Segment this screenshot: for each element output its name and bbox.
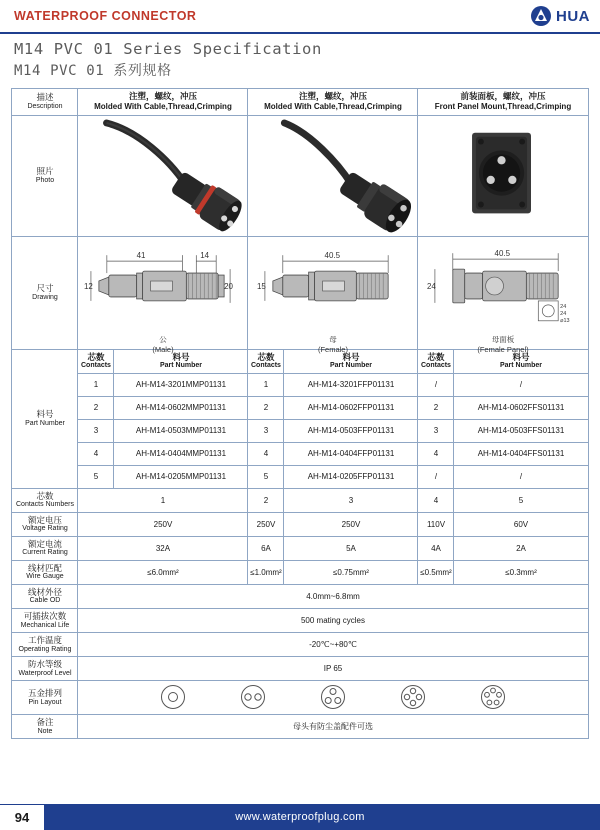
pin-layout-2-icon [240,684,266,710]
pn-value: AH-M14-0503FFS01131 [454,419,588,442]
pn-value: AH-M14-0602MMP01131 [114,396,248,419]
table-row-cable-od [12,584,588,608]
table-row [12,419,588,442]
pn-group-header-5: 料号 Part Number [454,349,588,373]
wire-value-3: ≤0.75mm² [284,560,418,584]
svg-text:24: 24 [560,310,567,317]
page-header [0,0,600,34]
pn-contacts: 3 [78,419,114,442]
table-row-description [12,89,588,116]
row-label-wire-gauge: 线材匹配 Wire Gauge [12,560,78,584]
svg-text:24: 24 [427,281,437,291]
drawing-panel [418,236,588,354]
row-label-pin-layout: 五金排列 Pin Layout [12,680,78,714]
current-value-2: 6A [248,536,284,560]
photo-male-connector [78,115,248,236]
pin-layout-4-icon [400,684,426,710]
table-row-pin-layout [12,680,588,714]
svg-text:⌀13: ⌀13 [560,317,571,324]
photo-female-connector [248,115,418,236]
pn-contacts: 4 [78,442,114,465]
pn-value: AH-M14-0205FFP01131 [284,465,418,488]
pn-contacts: 5 [248,465,284,488]
pn-value: AH-M14-0602FFS01131 [454,396,588,419]
drawing-female-caption-cn: 母 [329,334,337,344]
description-col-2: 注塑，螺纹，冲压 Molded With Cable,Thread,Crimping [248,89,418,116]
current-value-5: 2A [454,536,588,560]
pn-group-header-0: 芯数 Contacts [78,349,114,373]
drawing-panel-caption-en: (Female Panel) [477,344,529,354]
svg-text:14: 14 [200,250,210,260]
row-label-description: 描述 Description [12,89,78,116]
table-row [12,465,588,488]
pin-layout-diagrams [78,680,588,714]
pn-contacts: 1 [78,373,114,396]
current-value-1: 32A [78,536,248,560]
pn-value: AH-M14-0404FFP01131 [284,442,418,465]
contacts-value-2: 2 [248,488,284,512]
svg-text:15: 15 [257,281,267,291]
mechanical-life-value: 500 mating cycles [78,608,588,632]
brand-logo [530,5,590,27]
contacts-value-1: 1 [78,488,248,512]
pin-layout-5-icon [480,684,506,710]
table-row [12,442,588,465]
waterproof-value: IP 65 [78,656,588,680]
drawing-female [248,236,418,354]
spec-title-block [0,34,600,84]
operating-temp-value: -20℃~+80℃ [78,632,588,656]
row-label-current: 额定电流 Current Rating [12,536,78,560]
pn-contacts: 2 [418,396,454,419]
pn-value: AH-M14-0503MMP01131 [114,419,248,442]
pn-value: / [454,465,588,488]
svg-text:12: 12 [84,281,94,291]
table-row-waterproof [12,656,588,680]
table-row [12,373,588,396]
pn-group-header-3: 料号 Part Number [284,349,418,373]
svg-text:24: 24 [560,303,567,310]
contacts-value-4: 4 [418,488,454,512]
contacts-value-3: 3 [284,488,418,512]
wire-value-5: ≤0.3mm² [454,560,588,584]
voltage-value-5: 60V [454,512,588,536]
table-row-contacts [12,488,588,512]
spec-title-en: M14 PVC 01 Series Specification [14,40,322,58]
row-label-contacts: 芯数 Contacts Numbers [12,488,78,512]
voltage-value-2: 250V [248,512,284,536]
aohua-logo-icon [530,5,552,27]
pn-group-header-4: 芯数 Contacts [418,349,454,373]
drawing-male-caption-cn: 公 [159,334,167,344]
pin-layout-1-icon [160,684,186,710]
pn-value: AH-M14-0404FFS01131 [454,442,588,465]
note-value: 母头有防尘盖配件可选 [78,714,588,738]
pn-group-header-2: 芯数 Contacts [248,349,284,373]
pn-contacts: 3 [418,419,454,442]
table-row-photo [12,115,588,236]
pn-group-header-1: 料号 Part Number [114,349,248,373]
table-row-drawing [12,236,588,349]
row-label-photo: 照片 Photo [12,115,78,236]
svg-text:20: 20 [224,281,234,291]
pn-contacts: 3 [248,419,284,442]
pn-value: AH-M14-0602FFP01131 [284,396,418,419]
wire-value-4: ≤0.5mm² [418,560,454,584]
table-row-voltage [12,512,588,536]
pn-value: AH-M14-0205MMP01131 [114,465,248,488]
pn-contacts: 5 [78,465,114,488]
row-label-operating-temp: 工作温度 Operating Rating [12,632,78,656]
pn-contacts: 2 [248,396,284,419]
drawing-panel-caption-cn: 母面板 [491,334,515,344]
svg-text:40.5: 40.5 [325,250,341,260]
table-row-wire-gauge [12,560,588,584]
cable-od-value: 4.0mm~6.8mm [78,584,588,608]
svg-text:40.5: 40.5 [495,248,511,258]
row-label-mechanical-life: 可插拔次数 Mechanical Life [12,608,78,632]
pn-contacts: / [418,465,454,488]
pn-value: AH-M14-0404MMP01131 [114,442,248,465]
current-value-4: 4A [418,536,454,560]
table-row-operating-temp [12,632,588,656]
voltage-value-3: 250V [284,512,418,536]
table-row-current [12,536,588,560]
pn-value: AH-M14-3201FFP01131 [284,373,418,396]
row-label-note: 备注 Note [12,714,78,738]
description-col-1: 注塑，螺纹，冲压 Molded With Cable,Thread,Crimping [78,89,248,116]
footer-url[interactable]: www.waterproofplug.com [235,811,365,823]
pn-value: / [454,373,588,396]
table-row-note [12,714,588,738]
pn-value: AH-M14-0503FFP01131 [284,419,418,442]
wire-value-2: ≤1.0mm² [248,560,284,584]
pn-contacts: 4 [418,442,454,465]
row-label-waterproof: 防水等级 Waterproof Level [12,656,78,680]
pn-contacts: / [418,373,454,396]
drawing-female-caption-en: (Female) [317,344,348,354]
row-label-voltage: 额定电压 Voltage Rating [12,512,78,536]
drawing-male-caption-en: (Male) [152,344,174,354]
voltage-value-1: 250V [78,512,248,536]
pn-contacts: 4 [248,442,284,465]
row-label-cable-od: 线材外径 Cable OD [12,584,78,608]
drawing-male [78,236,248,354]
photo-panel-connector [418,115,588,236]
pn-contacts: 2 [78,396,114,419]
svg-text:41: 41 [137,250,146,260]
description-col-3: 前装面板，螺纹，冲压 Front Panel Mount,Thread,Crimping [418,89,588,116]
pn-value: AH-M14-3201MMP01131 [114,373,248,396]
current-value-3: 5A [284,536,418,560]
pin-layout-3-icon [320,684,346,710]
pn-contacts: 1 [248,373,284,396]
row-label-drawing: 尺寸 Drawing [12,236,78,349]
specification-table [11,88,588,739]
contacts-value-5: 5 [454,488,588,512]
page-number: 94 [0,804,44,830]
page-footer [0,804,600,830]
row-label-partnumber: 料号 Part Number [12,349,78,488]
brand-logo-text: HUA [556,7,590,25]
spec-title-cn: M14 PVC 01 系列规格 [14,63,172,79]
table-row [12,396,588,419]
voltage-value-4: 110V [418,512,454,536]
page-header-title: WATERPROOF CONNECTOR [14,9,197,23]
table-row-mechanical-life [12,608,588,632]
wire-value-1: ≤6.0mm² [78,560,248,584]
